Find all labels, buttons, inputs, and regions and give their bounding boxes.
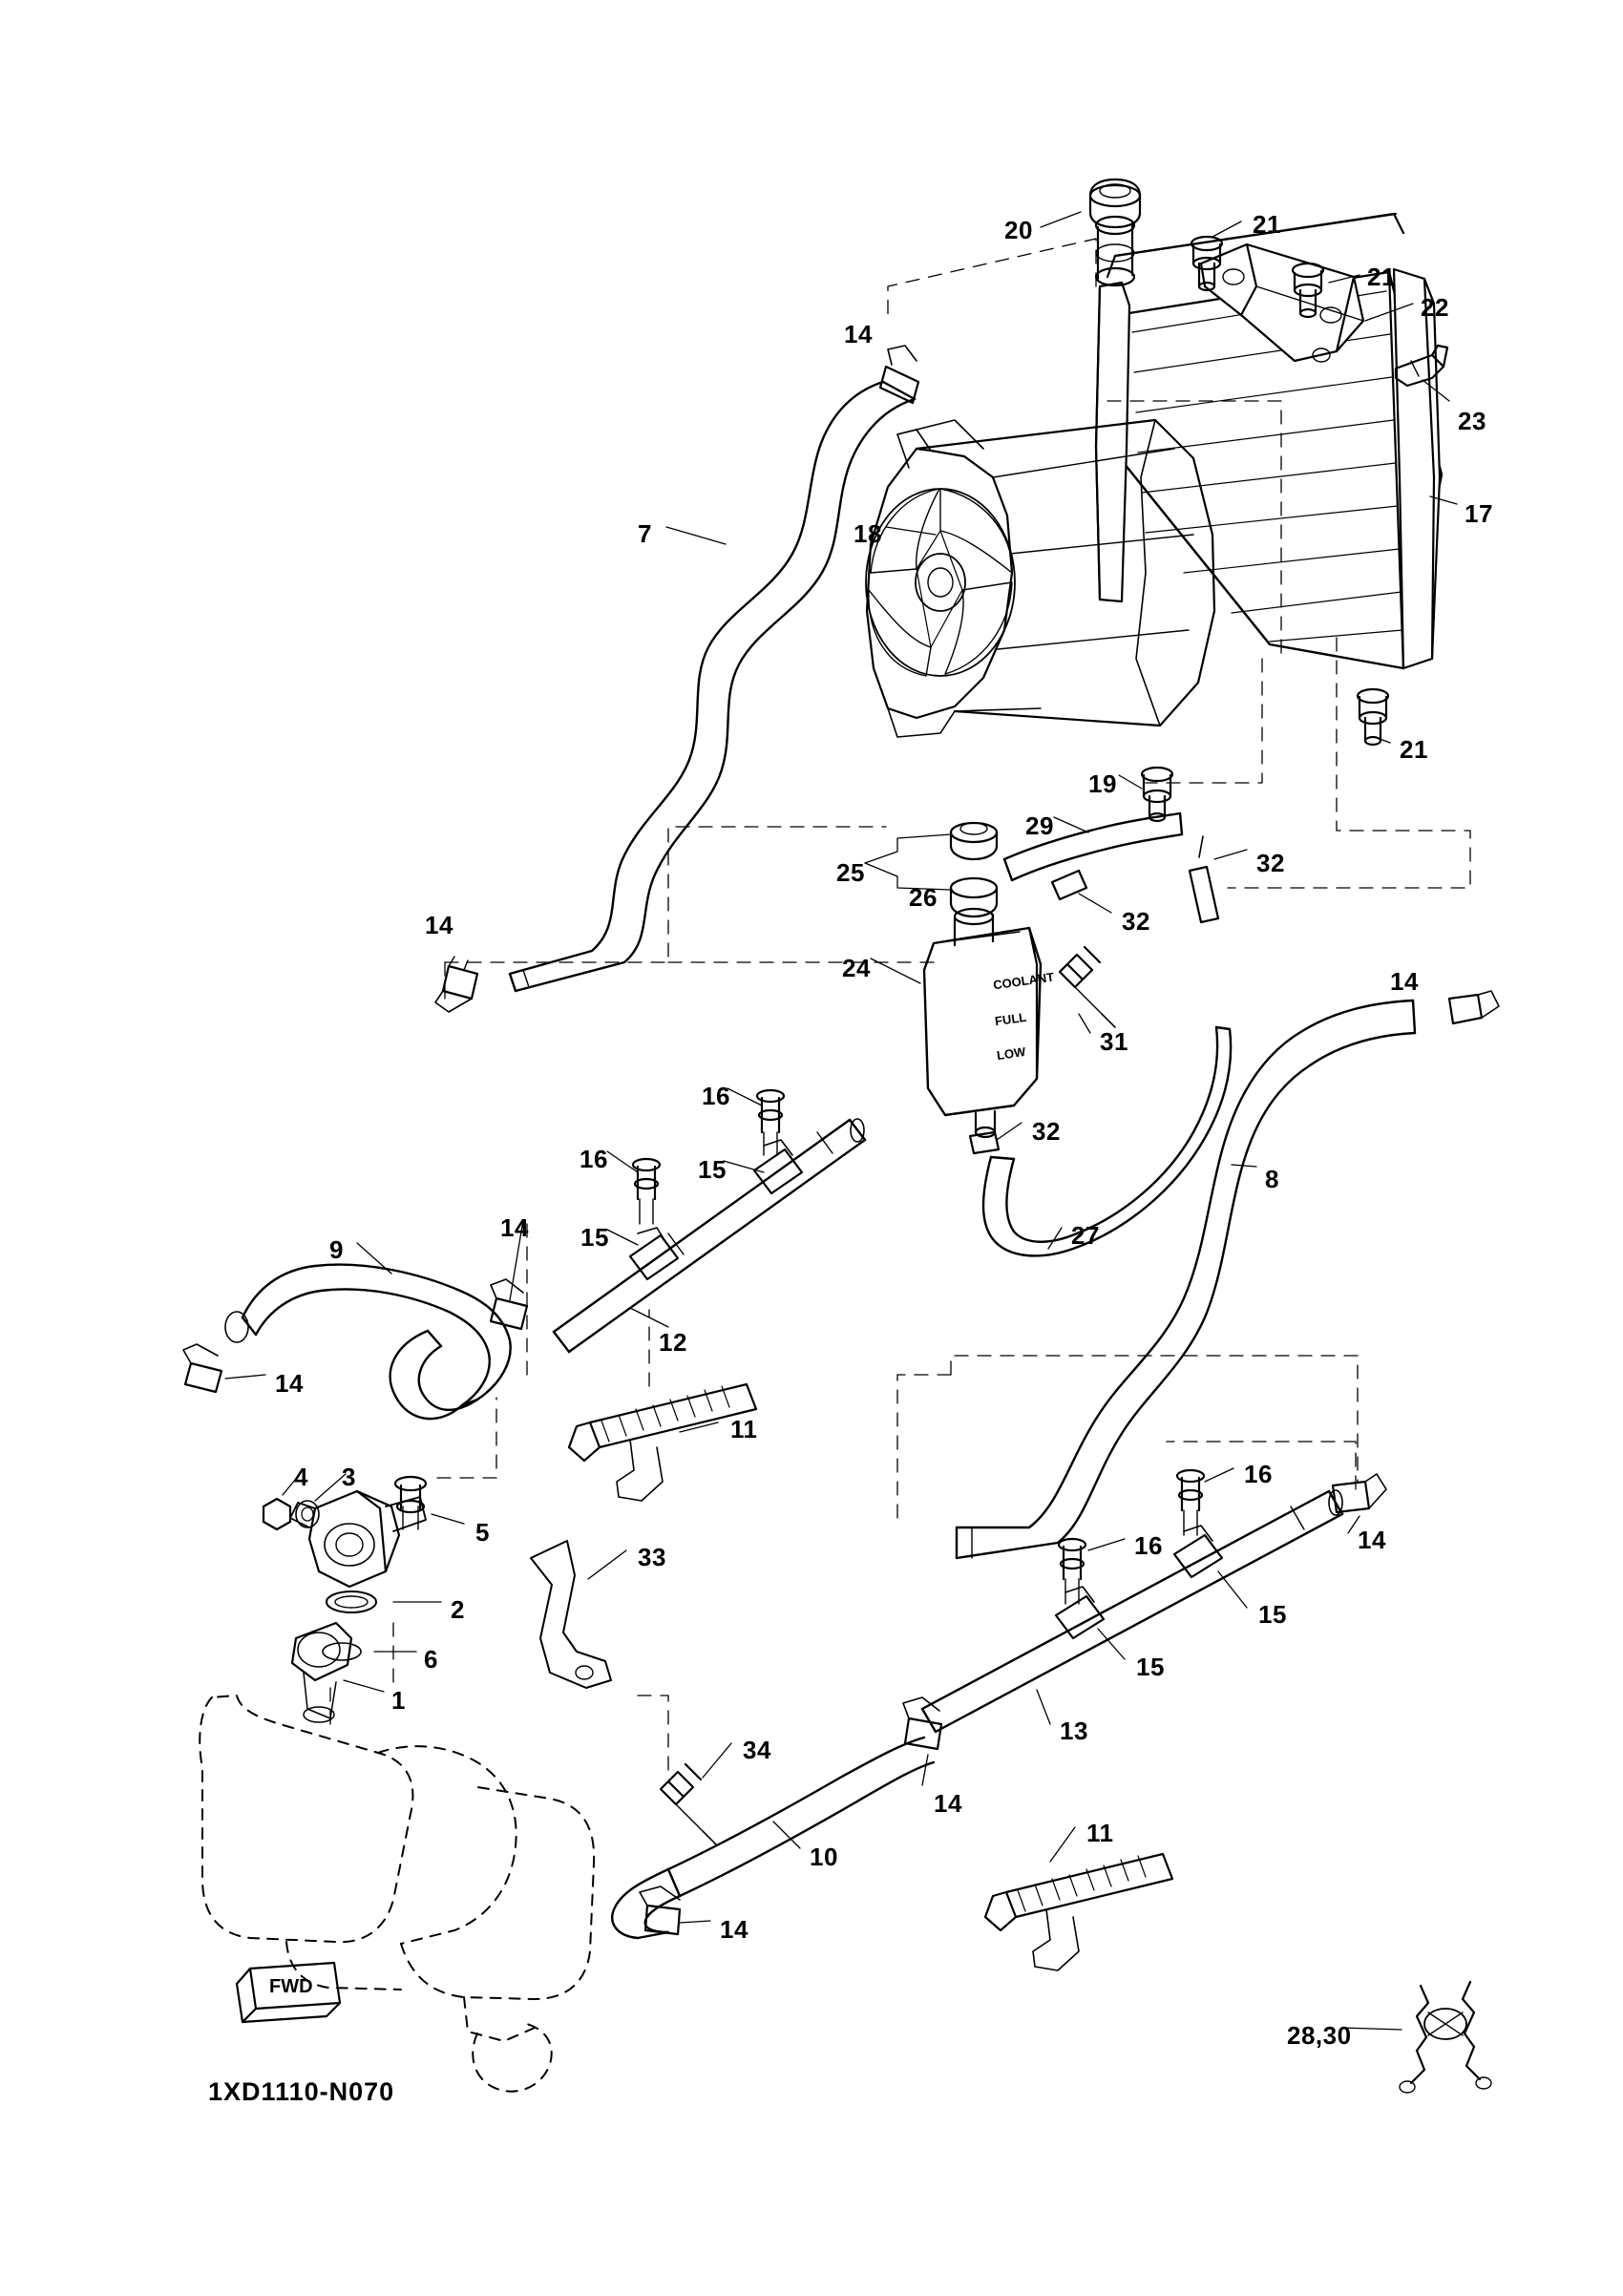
callout-26: 26 xyxy=(909,883,938,912)
reservoir-full-label: FULL xyxy=(994,1009,1028,1029)
callout-1: 1 xyxy=(391,1686,406,1715)
engine-outline xyxy=(200,1696,594,2092)
callout-2: 2 xyxy=(451,1595,465,1624)
clip-14-g xyxy=(903,1697,941,1749)
callout-24: 24 xyxy=(842,954,871,982)
callout-8: 8 xyxy=(1265,1165,1279,1193)
callout-4: 4 xyxy=(294,1463,308,1491)
callout-14-g: 14 xyxy=(934,1789,962,1818)
bolt-16-a xyxy=(757,1090,784,1155)
callout-16-d: 16 xyxy=(1134,1531,1163,1560)
callout-21-b: 21 xyxy=(1367,263,1396,291)
reservoir-coolant-label: COOLANT xyxy=(992,969,1056,993)
callout-14-c: 14 xyxy=(1390,967,1419,996)
bolt-31 xyxy=(1060,947,1115,1027)
callout-18: 18 xyxy=(854,519,882,548)
thermostat-1 xyxy=(292,1623,351,1722)
callout-19: 19 xyxy=(1088,769,1117,798)
callout-14-f: 14 xyxy=(1358,1526,1386,1554)
seal-6 xyxy=(323,1643,361,1660)
callout-20: 20 xyxy=(1004,216,1033,244)
callout-15-d: 15 xyxy=(1136,1653,1165,1681)
callout-31: 31 xyxy=(1100,1027,1128,1056)
callout-14-b: 14 xyxy=(425,911,453,939)
callout-6: 6 xyxy=(424,1645,438,1674)
callout-14-e: 14 xyxy=(275,1369,304,1398)
callout-5: 5 xyxy=(475,1518,490,1547)
callout-15-a: 15 xyxy=(698,1155,727,1184)
spring-clip-28-30 xyxy=(1400,1982,1491,2093)
clip-14-d xyxy=(183,1344,221,1392)
callout-9: 9 xyxy=(329,1235,344,1264)
callout-13: 13 xyxy=(1060,1717,1088,1745)
reservoir-low-label: LOW xyxy=(996,1043,1027,1064)
clip-14-a xyxy=(880,346,918,403)
hose-7 xyxy=(510,382,915,991)
callout-16-a: 16 xyxy=(702,1082,730,1110)
nut-4 xyxy=(263,1499,290,1529)
callout-29: 29 xyxy=(1025,811,1054,840)
callout-32-a: 32 xyxy=(1256,849,1285,877)
thermostat-housing xyxy=(290,1491,426,1587)
callout-11-a: 11 xyxy=(730,1415,758,1443)
clip-14-c xyxy=(1449,991,1499,1023)
callout-15-b: 15 xyxy=(580,1223,609,1252)
callout-3: 3 xyxy=(342,1463,356,1491)
clamp-32-b xyxy=(1190,836,1218,922)
callout-28-30: 28,30 xyxy=(1287,2021,1352,2050)
callout-14-h: 14 xyxy=(720,1915,748,1944)
bolt-19 xyxy=(1142,768,1172,821)
callout-10: 10 xyxy=(810,1843,838,1871)
callout-27: 27 xyxy=(1071,1221,1100,1250)
clip-14-f xyxy=(640,1886,680,1934)
clip-14-e xyxy=(491,1279,527,1329)
callout-12: 12 xyxy=(659,1328,687,1357)
callout-25: 25 xyxy=(836,858,865,887)
bolt-16-d xyxy=(1059,1539,1086,1604)
callout-7: 7 xyxy=(638,519,652,548)
callout-14-d: 14 xyxy=(500,1213,529,1242)
diagram-part-code: 1XD1110-N070 xyxy=(208,2077,395,2106)
callout-21-a: 21 xyxy=(1253,210,1281,239)
callout-14-a: 14 xyxy=(844,320,873,348)
clamp-32-c xyxy=(970,1132,999,1153)
callout-32-c: 32 xyxy=(1032,1117,1061,1146)
callout-21-c: 21 xyxy=(1400,735,1428,764)
callout-15-c: 15 xyxy=(1258,1600,1287,1629)
radiator-cap xyxy=(1090,179,1140,227)
callout-16-c: 16 xyxy=(1244,1460,1273,1488)
bolt-34 xyxy=(661,1764,716,1844)
callout-23: 23 xyxy=(1458,407,1486,435)
oring-2 xyxy=(327,1591,376,1612)
callout-11-b: 11 xyxy=(1086,1819,1114,1847)
callout-33: 33 xyxy=(638,1543,666,1571)
cable-tie-11-a xyxy=(569,1384,756,1501)
clip-14-b xyxy=(435,957,477,1012)
bolt-21-c xyxy=(1358,689,1388,745)
hose-9 xyxy=(225,1265,511,1420)
callout-34: 34 xyxy=(743,1736,771,1764)
clamp-15-a xyxy=(754,1140,802,1193)
callout-16-b: 16 xyxy=(580,1145,608,1173)
clamp-15-d xyxy=(1056,1587,1104,1638)
cable-tie-11-b xyxy=(985,1854,1172,1970)
bolt-16-b xyxy=(633,1159,660,1224)
bracket-33 xyxy=(531,1541,611,1688)
callout-17: 17 xyxy=(1465,499,1493,528)
callout-22: 22 xyxy=(1421,293,1449,322)
fwd-label: FWD xyxy=(269,1976,313,1997)
callout-32-b: 32 xyxy=(1122,907,1150,936)
